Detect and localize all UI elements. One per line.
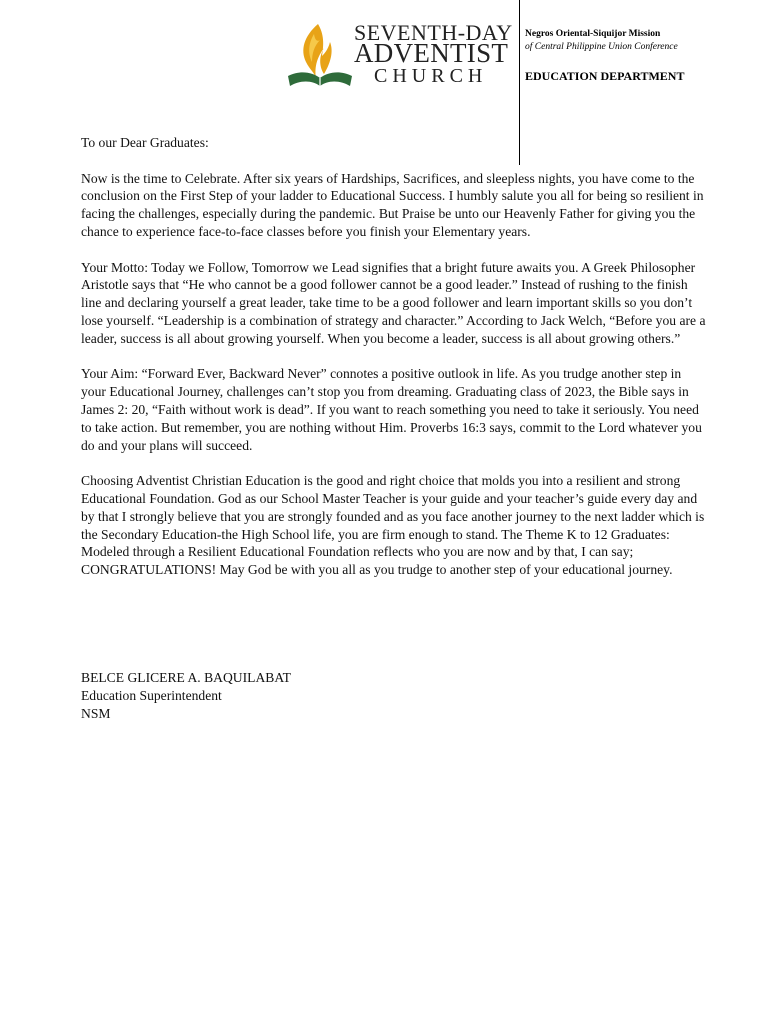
adventist-flame-bible-logo-icon [284, 20, 356, 92]
letter-body [81, 134, 706, 597]
mission-block [525, 28, 765, 54]
paragraph-aim: Your Aim: “Forward Ever, Backward Never” connotes a positive outlook in life. As you trudge another step in your Educational Journey, challenges can’t stop you from dreaming. Graduating class of 2023, the Bible says in James 2: 20, “Faith without work is dead”. If you want to reach something you need to take it seriously. You need to take action. But remember, you are nothing without Him. Proverbs 16:3 says, commit to the Lord whatever you do and your plans will succeed. [81, 366, 702, 453]
paragraph-celebrate: Now is the time to Celebrate. After six years of Hardships, Sacrifices, and sleepless nights, you have come to the conclusion on the First Step of your ladder to Educational Success. I humbly salute you all for being so resilient in facing the challenges, especially during the pandemic. But Praise be unto our Heavenly Father for giving you the chance to experience face-to-face classes before you finish your Elementary years. [81, 170, 704, 239]
mission-name: Negros Oriental-Siquijor Mission [525, 29, 661, 39]
signatory-org: NSM [81, 705, 111, 721]
brand-line-seventh-day: SEVENTH-DAY [354, 20, 513, 45]
signatory-title: Education Superintendent [81, 687, 222, 703]
brand-line-adventist: ADVENTIST [354, 38, 509, 68]
signatory-name: BELCE GLICERE A. BAQUILABAT [81, 670, 291, 685]
salutation: To our Dear Graduates: [81, 135, 209, 150]
signature-block [81, 669, 481, 722]
paragraph-education: Choosing Adventist Christian Education is the good and right choice that molds you into a resilient and strong Educational Foundation. God as our School Master Teacher is your guide and your teacher’s guide every day and by that I strongly believe that you are strongly founded and as you face another journey to the next ladder which is the Secondary Education-the High School life, you are firm enough to stand. The Theme K to 12 Graduates: Modeled through a Resilient Educational Foundation reflects who you are now and by that, I can say; CONGRATULATIONS! May God be with you all as you trudge to another step of your educational journey. [81, 473, 705, 578]
paragraph-motto: Your Motto: Today we Follow, Tomorrow we Lead signifies that a bright future awaits you. A Greek Philosopher Aristotle says that “He who cannot be a good follower cannot be a good leader.” Instead of rushing to the finish line and declaring yourself a great leader, take time to be a good follower and learn important skills so you don’t lose yourself. “Leadership is a combination of strategy and character.” According to Jack Welch, “Before you are a leader, success is all about growing yourself. When you become a leader, success is all about growing others.” [81, 259, 706, 346]
church-logo [284, 20, 516, 92]
brand-line-church: CHURCH [374, 65, 488, 87]
department-title: EDUCATION DEPARTMENT [525, 69, 685, 83]
mission-subtitle: of Central Philippine Union Conference [525, 42, 678, 52]
